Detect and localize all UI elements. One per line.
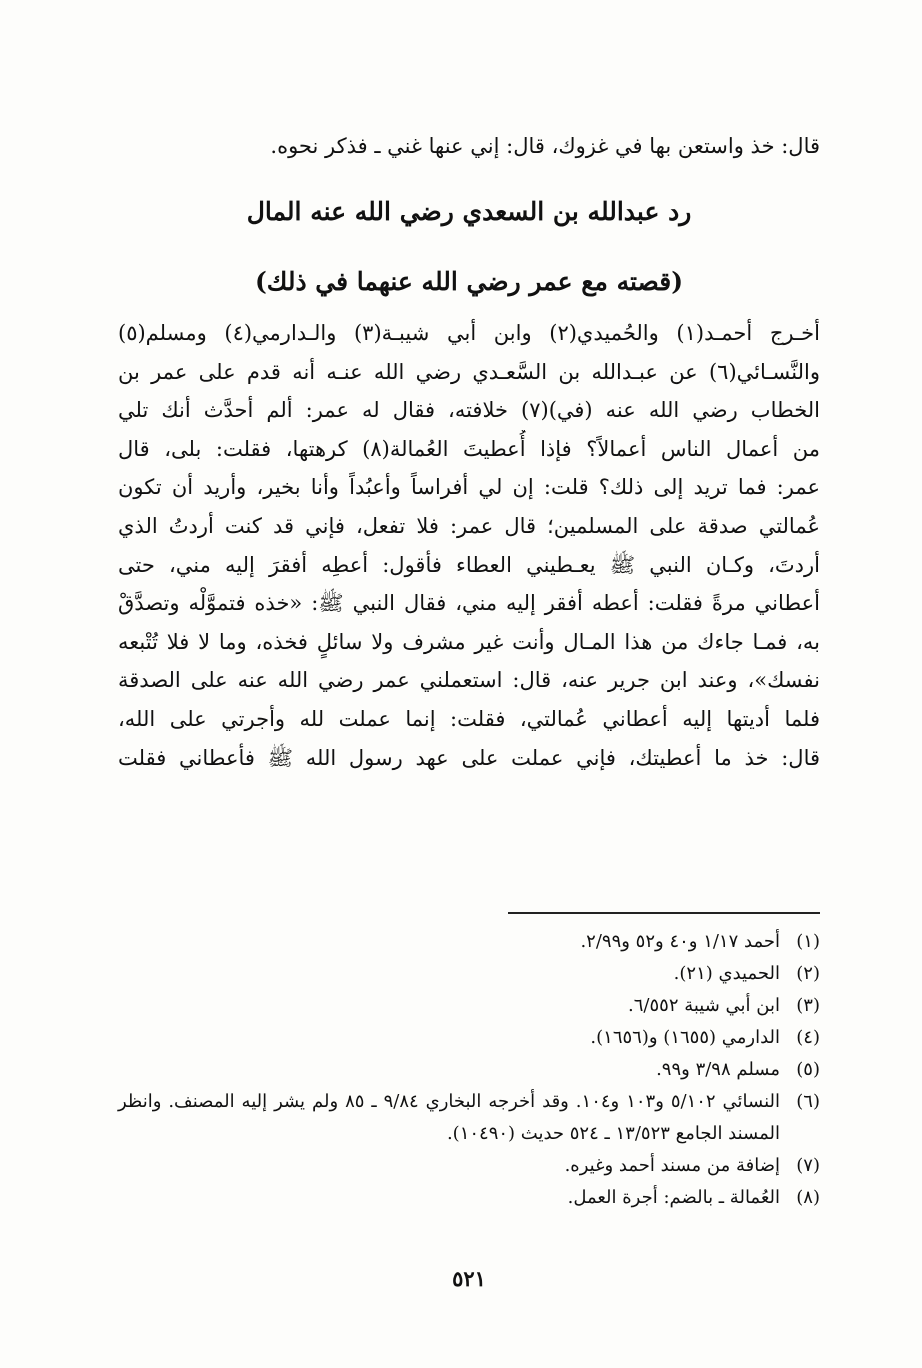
footnote-number: (٥) xyxy=(796,1059,820,1080)
footnote-text: أحمد ١/١٧ و٤٠ و٥٢ و٢/٩٩. xyxy=(580,931,780,952)
footnote-text: الحميدي (٢١). xyxy=(673,963,780,984)
body-line: من أعمال الناس أعمالاً؟ فإذا أُعطيتَ العُمالة(٨) كرهتها، فقلت: بلى، قال xyxy=(118,436,820,461)
footnote-text: إضافة من مسند أحمد وغيره. xyxy=(564,1155,780,1176)
footnote-number: (٧) xyxy=(796,1155,820,1176)
footnote-number: (٦) xyxy=(796,1091,820,1112)
footnote xyxy=(118,1054,820,1086)
book-page xyxy=(118,0,820,1368)
section-title: رد عبدالله بن السعدي رضي الله عنه المال xyxy=(246,197,692,226)
footnote-text: الدارمي (١٦٥٥) و(١٦٥٦). xyxy=(590,1027,780,1048)
footnote xyxy=(118,1182,820,1214)
section-subtitle: (قصته مع عمر رضي الله عنهما في ذلك) xyxy=(254,267,684,296)
footnote xyxy=(118,1022,820,1054)
body-text xyxy=(118,314,820,777)
footnote-number: (١) xyxy=(796,931,820,952)
footnotes-list xyxy=(118,926,820,1214)
footnote-text: العُمالة ـ بالضم: أجرة العمل. xyxy=(567,1187,780,1208)
footnote-number: (٢) xyxy=(796,963,820,984)
footnote-text: النسائي ٥/١٠٢ و١٠٣ و١٠٤. وقد أخرجه البخاري ٩/٨٤ ـ ٨٥ ولم يشر إليه المصنف. وانظر المسند الجامع ١٣/٥٢٣ ـ ٥٢٤ حديث (١٠٤٩٠). xyxy=(118,1091,781,1144)
footnote xyxy=(118,958,820,990)
footnote-text: ابن أبي شيبة ٦/٥٥٢. xyxy=(628,995,780,1016)
footnote xyxy=(118,1086,820,1150)
body-line: والنَّسـائي(٦) عن عبـدالله بن السَّعـدي رضي الله عنـه أنه قدم على عمر بن xyxy=(118,359,820,384)
body-line: أعطاني مرةً فقلت: أعطه أفقر إليه مني، فقال النبي ﷺ: «خذه فتموَّلْه وتصدَّقْ xyxy=(118,591,820,616)
body-line: فلما أديتها إليه أعطاني عُمالتي، فقلت: إنما عملت لله وأجرتي على الله، xyxy=(118,706,820,731)
body-line: عُمالتي صدقة على المسلمين؛ قال عمر: فلا تفعل، فإني قد كنت أردتُ الذي xyxy=(118,513,820,538)
body-line: نفسك»، وعند ابن جرير عنه، قال: استعملني عمر رضي الله عنه على الصدقة xyxy=(118,668,820,693)
footnote xyxy=(118,1150,820,1182)
footnote-divider xyxy=(508,912,820,914)
body-line: قال: خذ ما أعطيتك، فإني عملت على عهد رسول الله ﷺ فأعطاني فقلت xyxy=(118,745,820,770)
body-line: أخـرج أحمـد(١) والحُميدي(٢) وابن أبي شيبـة(٣) والـدارمي(٤) ومسلم(٥) xyxy=(118,321,820,345)
footnote-text: مسلم ٣/٩٨ و٩٩. xyxy=(656,1059,780,1080)
body-line: به، فمـا جاءك من هذا المـال وأنت غير مشرف ولا سائلٍ فخذه، وما لا فلا تُتْبعه xyxy=(118,629,820,654)
footnote-number: (٣) xyxy=(796,995,820,1016)
body-line: الخطاب رضي الله عنه (في)(٧) خلافته، فقال له عمر: ألم أحدَّث أنك تلي xyxy=(118,398,820,423)
footnote-number: (٤) xyxy=(796,1027,820,1048)
page-number: ٥٢١ xyxy=(452,1266,486,1291)
footnote xyxy=(118,990,820,1022)
body-line: عمر: فما تريد إلى ذلك؟ قلت: إن لي أفراساً وأعبُداً وأنا بخير، وأريد أن تكون xyxy=(118,475,820,500)
footnote xyxy=(118,926,820,958)
footnote-number: (٨) xyxy=(796,1187,820,1208)
body-line: أردتَ، وكـان النبي ﷺ يعـطيني العطاء فأقول: أعطِه أفقرَ إليه مني، حتى xyxy=(118,552,820,577)
lead-line: قال: خذ واستعن بها في غزوك، قال: إني عنها غني ـ فذكر نحوه. xyxy=(270,134,820,158)
